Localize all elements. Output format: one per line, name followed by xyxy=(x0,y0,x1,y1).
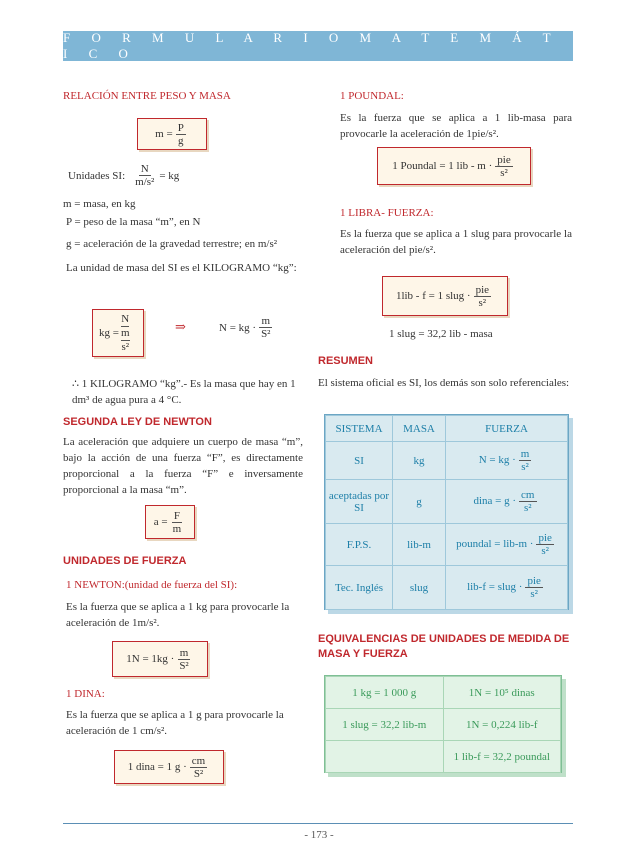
section-title-peso-masa: RELACIÓN ENTRE PESO Y MASA xyxy=(63,90,231,102)
newton-text: Es la fuerza que se aplica a 1 kg para provocarle la aceleración de 1m/s². xyxy=(66,601,290,629)
table-row: 1 lib-f = 32,2 poundal xyxy=(326,741,561,773)
header-title: F O R M U L A R I O M A T E M Á T I C O xyxy=(63,30,560,61)
newton-title: 1 NEWTON:(unidad de fuerza del SI): xyxy=(66,579,238,591)
formula-box-poundal: 1 Poundal = 1 lib - m · $\frac{\text{pie}}{\text{s²}}$ xyxy=(377,147,531,185)
def-masa: m = masa, en kg xyxy=(63,198,136,210)
equivalencias-table xyxy=(325,676,561,773)
formula-box-dina: 1 dina = 1 g · $\frac{cm}{\text{S²}}$ xyxy=(114,750,224,784)
resumen-text: El sistema oficial es SI, los demás son solo referenciales: xyxy=(318,377,570,389)
kg-definition-text: La unidad de masa del SI es el KILOGRAMO “kg”: xyxy=(66,262,297,274)
libra-fuerza-text: Es la fuerza que se aplica a 1 slug para provocarle la aceleración del pie/s². xyxy=(340,228,572,256)
page-number: - 173 - xyxy=(304,829,334,841)
table-row: 1 slug = 32,2 lib-m 1N = 0,224 lib-f xyxy=(326,709,561,741)
libra-fuerza-title: 1 LIBRA- FUERZA: xyxy=(340,207,434,219)
poundal-text: Es la fuerza que se aplica a 1 lib-masa para provocarle la aceleración de 1pie/s². xyxy=(340,112,572,140)
formula-fraction: $\frac{P}{g}$ xyxy=(177,121,184,147)
table-row: Tec. Inglés slug lib-f = slug · $\frac{\text{pie}}{\text{s²}}$ xyxy=(326,566,568,610)
section-title-equivalencias: EQUIVALENCIAS DE UNIDADES DE MEDIDA DE MASA Y FUERZA xyxy=(318,633,570,660)
table-row: F.P.S. lib-m poundal = lib-m · $\frac{\text{pie}}{\text{s²}}$ xyxy=(326,524,568,566)
section-title-segunda-ley: SEGUNDA LEY DE NEWTON xyxy=(63,416,212,428)
dina-text: Es la fuerza que se aplica a 1 g para provocarle la aceleración de 1 cm/s². xyxy=(66,709,284,737)
table-row: 1 kg = 1 000 g 1N = 10⁵ dinas xyxy=(326,677,561,709)
formula-box-libra-fuerza: 1lib - f = 1 slug · $\frac{\text{pie}}{\text{s²}}$ xyxy=(382,276,508,316)
units-fraction: $\frac{N}{\text{m/s²}}$ xyxy=(135,163,155,188)
segunda-ley-text: La aceleración que adquiere un cuerpo de masa “m”, bajo la acción de una fuerza “F”, es directamente proporcional a la fuerza “F” e inversamente proporcional a la masa “m”. xyxy=(63,436,303,496)
units-si-line: Unidades SI: $\frac{N}{\text{m/s²}}$ = kg xyxy=(68,163,180,188)
table-header-row xyxy=(326,416,568,442)
poundal-title: 1 POUNDAL: xyxy=(340,90,404,102)
dina-title: 1 DINA: xyxy=(66,688,105,700)
kg-compound-fraction: N m s² xyxy=(120,312,130,353)
def-gravedad: g = aceleración de la gravedad terrestre; en m/s² xyxy=(66,238,278,250)
page-header-bar xyxy=(63,31,573,61)
def-peso: P = peso de la masa “m”, en N xyxy=(66,216,201,228)
section-title-resumen: RESUMEN xyxy=(318,355,374,367)
arrow-implies-icon: ⇒ xyxy=(175,320,186,335)
table-row: SI kg N = kg · $\frac{m}{\text{s²}}$ xyxy=(326,442,568,480)
formula-box-kg: kg = N m s² xyxy=(92,309,144,357)
footer-divider xyxy=(63,823,573,824)
table-header-sistema: SISTEMA xyxy=(326,416,393,442)
resumen-table-panel xyxy=(324,414,569,610)
newton-kg-relation: N = kg · $\frac{m}{\text{S²}}$ xyxy=(219,315,271,340)
table-header-masa: MASA xyxy=(393,416,446,442)
formula-box-masa xyxy=(137,118,207,150)
formula-box-aceleracion: a = $\frac{F}{m}$ xyxy=(145,505,195,539)
slug-equivalence: 1 slug = 32,2 lib - masa xyxy=(389,328,493,340)
equivalencias-panel xyxy=(324,675,562,773)
formula-lhs: m = xyxy=(155,128,173,140)
section-title-unidades-fuerza: UNIDADES DE FUERZA xyxy=(63,555,187,567)
resumen-table xyxy=(325,415,568,610)
kilogramo-definition: ∴ 1 KILOGRAMO “kg”.- Es la masa que hay en 1 dm³ de agua pura a 4 °C. xyxy=(72,378,296,406)
table-header-fuerza: FUERZA xyxy=(446,416,568,442)
formula-box-newton: 1N = 1kg · $\frac{m}{\text{S²}}$ xyxy=(112,641,208,677)
table-row: aceptadas por SI g dina = g · $\frac{cm}{\text{s²}}$ xyxy=(326,480,568,524)
